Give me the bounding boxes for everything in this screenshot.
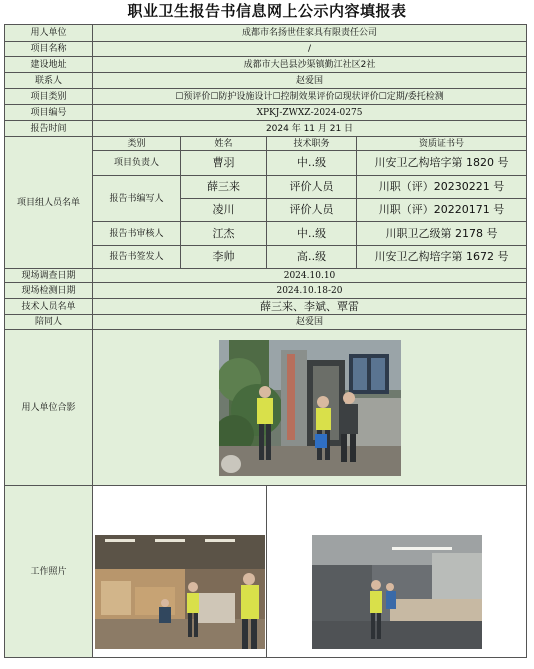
- checkbox-unchecked-icon: ☐: [272, 91, 281, 102]
- contact-label: 联系人: [5, 73, 93, 89]
- row-contact: [5, 73, 527, 89]
- test-date-label: 现场检测日期: [5, 283, 93, 299]
- row-test-date: [5, 283, 527, 299]
- report-time-value: 2024 年 11 月 21 日: [93, 121, 527, 137]
- team-header-name: 姓名: [181, 137, 267, 151]
- team-header-row: [5, 137, 527, 151]
- page-title: 职业卫生报告书信息网上公示内容填报表: [127, 2, 407, 20]
- row-tech-staff: [5, 299, 527, 315]
- team-role: 报告书签发人: [93, 246, 181, 269]
- checkbox-unchecked-icon: ☐: [378, 91, 387, 102]
- contact-value: 赵爱国: [93, 73, 527, 89]
- team-cert: 川安卫乙构培字第 1672 号: [357, 246, 527, 269]
- row-employer: [5, 25, 527, 42]
- team-header-cert: 资质证书号: [357, 137, 527, 151]
- work-photo-image-2: [312, 535, 482, 649]
- team-name: 凌川: [181, 199, 267, 222]
- employer-label: 用人单位: [5, 25, 93, 42]
- row-work-photos: [5, 486, 527, 658]
- team-name: 李帅: [181, 246, 267, 269]
- project-no-value: XPKJ-ZWXZ-2024-0275: [93, 105, 527, 121]
- address-value: 成都市大邑县沙渠镇勤江社区2社: [93, 57, 527, 73]
- tech-staff-value: 薛三来、李斌、覃雷: [93, 299, 527, 315]
- row-project-no: [5, 105, 527, 121]
- row-project-name: [5, 42, 527, 57]
- team-title: 中‥级: [267, 222, 357, 246]
- team-role: 报告书编写人: [93, 176, 181, 222]
- test-date-value: 2024.10.18-20: [93, 283, 527, 299]
- team-title: 评价人员: [267, 176, 357, 199]
- address-label: 建设地址: [5, 57, 93, 73]
- employer-value: 成都市名扬世佳家具有限责任公司: [93, 25, 527, 42]
- category-label: 项目类别: [5, 89, 93, 105]
- row-escort: [5, 315, 527, 330]
- checkbox-checked-icon: ☑: [334, 91, 343, 102]
- row-group-photo: [5, 330, 527, 486]
- team-name: 薛三来: [181, 176, 267, 199]
- team-header-title: 技术职务: [267, 137, 357, 151]
- team-title: 中‥级: [267, 151, 357, 176]
- category-option-status-eval[interactable]: ☑现状评价: [334, 91, 379, 102]
- checkbox-unchecked-icon: ☐: [175, 91, 184, 102]
- team-title: 评价人员: [267, 199, 357, 222]
- row-survey-date: [5, 269, 527, 283]
- work-photo-cell-2: [267, 486, 527, 658]
- survey-date-value: 2024.10.10: [93, 269, 527, 283]
- row-category: [5, 89, 527, 105]
- escort-value: 赵爱国: [93, 315, 527, 330]
- group-photo-label: 用人单位合影: [5, 330, 93, 486]
- project-no-label: 项目编号: [5, 105, 93, 121]
- checkbox-unchecked-icon: ☐: [210, 91, 219, 102]
- category-options: [93, 89, 527, 105]
- disclosure-table: [4, 24, 527, 658]
- group-photo-cell: [93, 330, 527, 486]
- category-option-protection-design[interactable]: ☐防护设施设计: [210, 91, 273, 102]
- team-role: 报告书审核人: [93, 222, 181, 246]
- team-name: 曹羽: [181, 151, 267, 176]
- category-option-control-eval[interactable]: ☐控制效果评价: [272, 91, 335, 102]
- team-title: 高‥级: [267, 246, 357, 269]
- row-address: [5, 57, 527, 73]
- team-cert: 川职卫乙级第 2178 号: [357, 222, 527, 246]
- category-option-periodic-test[interactable]: ☐定期/委托检测: [378, 91, 444, 102]
- team-cert: 川安卫乙构培字第 1820 号: [357, 151, 527, 176]
- work-photos-label: 工作照片: [5, 486, 93, 658]
- survey-date-label: 现场调查日期: [5, 269, 93, 283]
- work-photo-image-1: [95, 535, 265, 649]
- escort-label: 陪同人: [5, 315, 93, 330]
- team-label: 项目组人员名单: [5, 137, 93, 269]
- category-option-pre-eval[interactable]: ☐预评价: [175, 91, 211, 102]
- report-time-label: 报告时间: [5, 121, 93, 137]
- group-photo-image: [219, 340, 401, 476]
- team-role: 项目负责人: [93, 151, 181, 176]
- team-cert: 川职（评）20230221 号: [357, 176, 527, 199]
- work-photo-cell-1: [93, 486, 267, 658]
- project-name-label: 项目名称: [5, 42, 93, 57]
- tech-staff-label: 技术人员名单: [5, 299, 93, 315]
- team-header-role: 类别: [93, 137, 181, 151]
- team-name: 江杰: [181, 222, 267, 246]
- project-name-value: /: [93, 42, 527, 57]
- row-report-time: [5, 121, 527, 137]
- team-cert: 川职（评）20220171 号: [357, 199, 527, 222]
